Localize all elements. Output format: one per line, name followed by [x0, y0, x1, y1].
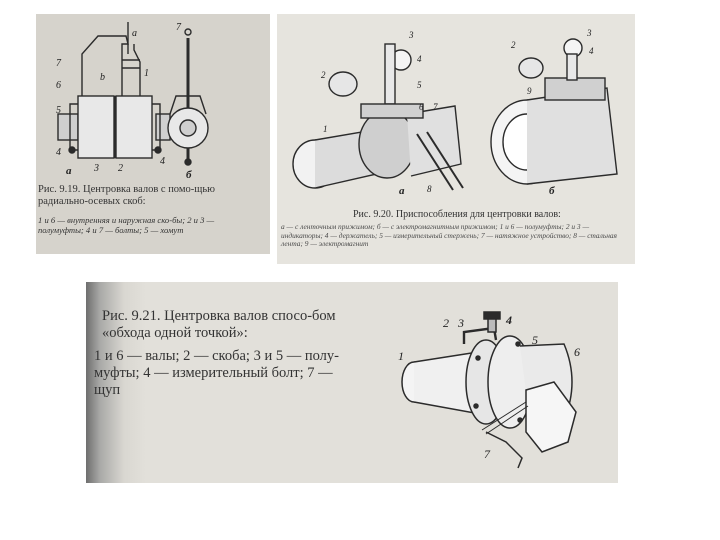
fig1-caption-legend: 1 и 6 — внутренняя и наружная ско-бы; 2 и 3 — полумуфты; 4 и 7 — болты; 5 — хомут	[38, 215, 215, 235]
fig1-dim-a: a	[132, 28, 137, 39]
fig3-caption-title: Рис. 9.21. Центровка валов спосо-бом «обхода одной точкой»:	[102, 308, 336, 342]
fig3-label-1: 1	[398, 349, 404, 363]
fig2-label-8: 8	[427, 184, 432, 194]
fig2-caption-title: Рис. 9.20. Приспособления для центровки валов:	[353, 209, 561, 220]
fig2-label-6: 6	[419, 102, 424, 112]
fig1-label-4b: 4	[160, 156, 165, 167]
fig2-view-b: б	[549, 185, 555, 197]
fig2-label-2b: 2	[511, 40, 516, 50]
fig3-label-2: 2	[443, 316, 449, 330]
fig1-view-b: б	[186, 169, 192, 181]
figure-9-20	[277, 14, 635, 264]
fig2-caption-legend: а — с ленточным прижимом; б — с электромагнитным прижимом; 1 и 6 — полумуфты; 2 и 3 — индикаторы; 4 — держатель; 5 — измерительный стержень; 7 — натяжное устройство; 8 — стальная лента; 9 — электромагнит	[281, 222, 617, 249]
fig3-label-7: 7	[484, 447, 490, 461]
fig3-caption-legend: 1 и 6 — валы; 2 — скоба; 3 и 5 — полу-муфты; 4 — измерительный болт; 7 — щуп	[94, 348, 339, 399]
fig1-label-7b: 7	[176, 22, 181, 33]
fig1-view-a: а	[66, 165, 72, 177]
fig2-label-9: 9	[527, 86, 532, 96]
fig3-label-5: 5	[532, 333, 538, 347]
fig1-label-3: 3	[94, 163, 99, 174]
fig2-label-1: 1	[323, 124, 328, 134]
fig3-label-3: 3	[458, 316, 464, 330]
figure-9-19	[36, 14, 270, 254]
fig3-label-4: 4	[506, 313, 512, 327]
fig2-label-4b: 4	[589, 46, 594, 56]
fig2-label-3: 3	[409, 30, 414, 40]
figure-9-21	[86, 282, 618, 483]
fig2-label-7: 7	[433, 102, 438, 112]
fig1-label-5: 5	[56, 105, 61, 116]
fig1-label-2: 2	[118, 163, 123, 174]
fig1-label-7: 7	[56, 58, 61, 69]
fig2-label-3b: 3	[587, 28, 592, 38]
fig3-label-6: 6	[574, 345, 580, 359]
fig2-label-2: 2	[321, 70, 326, 80]
fig2-view-a: а	[399, 185, 405, 197]
fig2-label-5: 5	[417, 80, 422, 90]
fig1-label-1: 1	[144, 68, 149, 79]
fig1-label-4: 4	[56, 147, 61, 158]
fig1-dim-b: b	[100, 72, 105, 83]
fig1-label-6: 6	[56, 80, 61, 91]
fig1-caption-title: Рис. 9.19. Центровка валов с помо-щью радиально-осевых скоб:	[38, 184, 215, 208]
fig2-label-4: 4	[417, 54, 422, 64]
single-point-method-drawing	[86, 282, 618, 483]
